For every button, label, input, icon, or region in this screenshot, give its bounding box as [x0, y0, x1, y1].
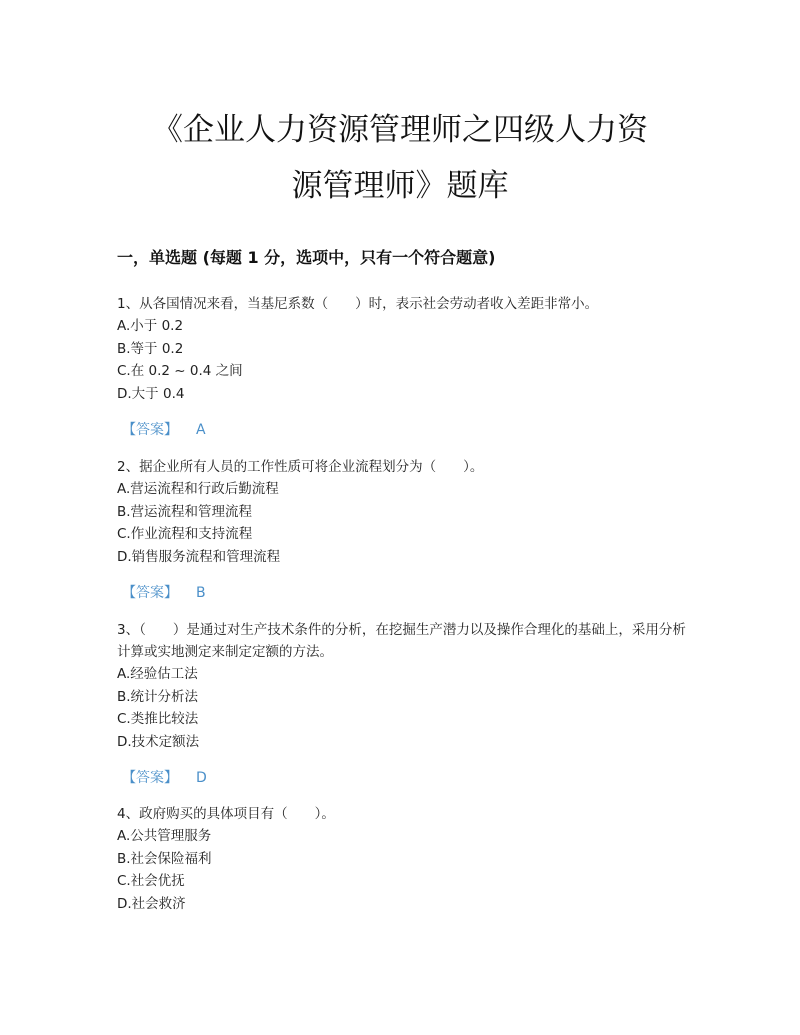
- option-d: D.技术定额法: [117, 733, 200, 750]
- answer-value: A: [196, 422, 206, 438]
- option-d: D.销售服务流程和管理流程: [117, 548, 281, 565]
- answer-value: D: [196, 770, 207, 786]
- answer-label: 【答案】: [122, 770, 178, 786]
- answer-label: 【答案】: [122, 585, 178, 601]
- option-b: B.统计分析法: [117, 688, 199, 705]
- question-stem: 3、（ ）是通过对生产技术条件的分析，在挖掘生产潜力以及操作合理化的基础上，采用分析计算或实地测定来制定定额的方法。: [117, 622, 686, 660]
- option-a: A.营运流程和行政后勤流程: [117, 481, 279, 497]
- answer-line: [122, 582, 687, 604]
- answer-label: 【答案】: [122, 422, 178, 438]
- question-2: [117, 456, 687, 604]
- question-1: [117, 293, 687, 441]
- option-d: D.社会救济: [117, 895, 186, 912]
- option-a: A.公共管理服务: [117, 828, 212, 844]
- option-b: B.营运流程和管理流程: [117, 503, 253, 520]
- option-a: A.经验估工法: [117, 666, 198, 682]
- document-title-line-1: 《企业人力资源管理师之四级人力资: [152, 112, 648, 148]
- option-c: C.社会优抚: [117, 873, 185, 889]
- answer-line: [122, 767, 687, 789]
- option-c: C.类推比较法: [117, 711, 199, 727]
- question-stem: 1、从各国情况来看，当基尼系数（ ）时，表示社会劳动者收入差距非常小。: [117, 296, 599, 312]
- section-heading: 一，单选题 (每题 1 分，选项中，只有一个符合题意): [117, 248, 496, 267]
- question-4: [117, 803, 687, 915]
- answer-line: [122, 419, 687, 441]
- document-title-line-2: 源管理师》题库: [291, 168, 509, 204]
- option-a: A.小于 0.2: [117, 318, 184, 334]
- option-c: C.作业流程和支持流程: [117, 526, 253, 542]
- question-stem: 4、政府购买的具体项目有（ ）。: [117, 806, 335, 822]
- option-b: B.社会保险福利: [117, 850, 212, 867]
- document-title: [100, 102, 700, 214]
- answer-value: B: [196, 585, 206, 601]
- option-d: D.大于 0.4: [117, 385, 185, 402]
- option-c: C.在 0.2 ~ 0.4 之间: [117, 363, 243, 379]
- question-stem: 2、据企业所有人员的工作性质可将企业流程划分为（ ）。: [117, 459, 484, 475]
- question-3: [117, 619, 687, 789]
- option-b: B.等于 0.2: [117, 340, 184, 357]
